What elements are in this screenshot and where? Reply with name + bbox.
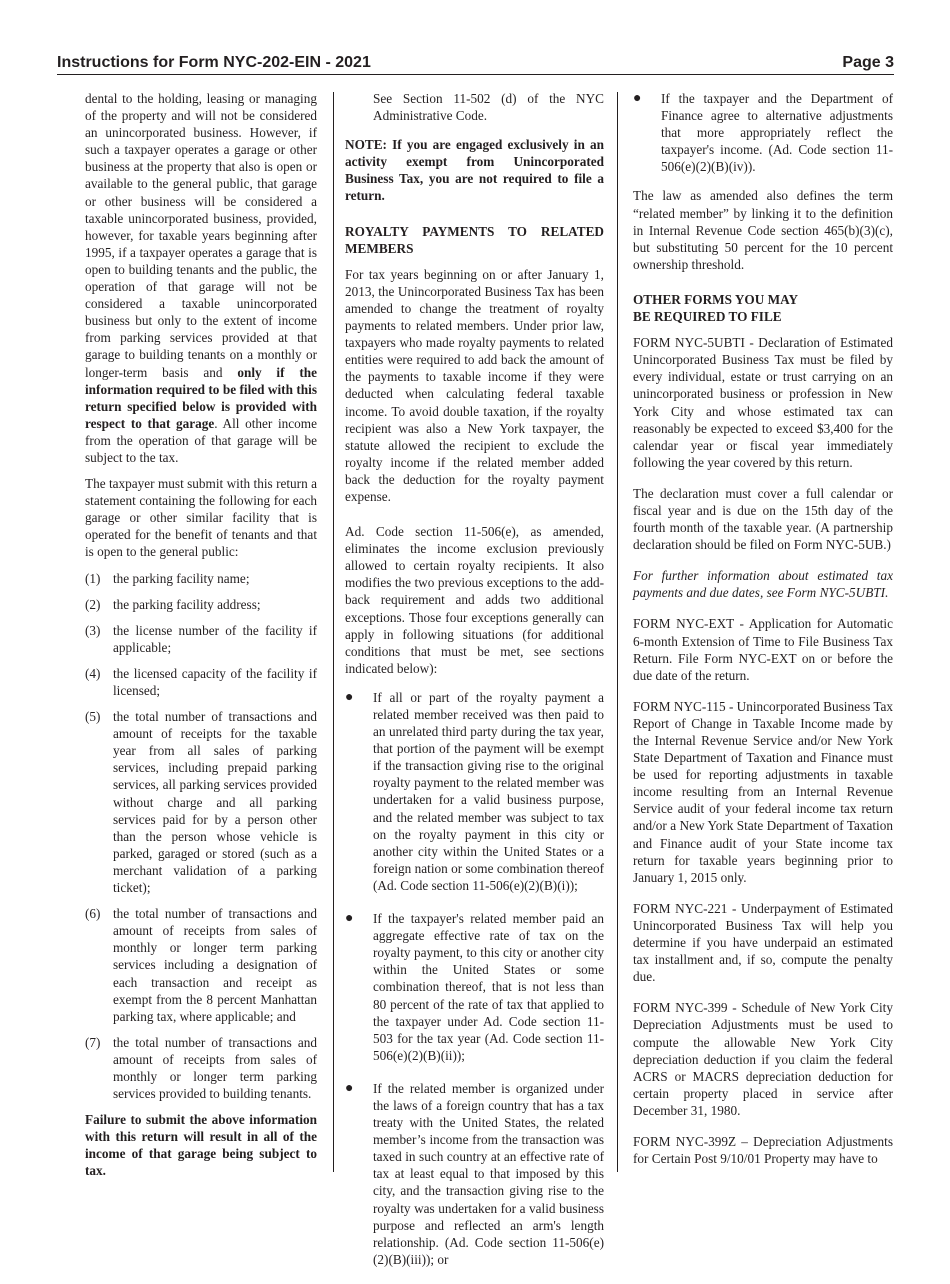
list-item-text: the parking facility address; bbox=[113, 596, 261, 612]
bullet-icon: ● bbox=[345, 689, 354, 705]
list-item-text: the licensed capacity of the facility if licensed; bbox=[113, 665, 317, 698]
list-item bbox=[85, 905, 317, 1025]
bullet-text: If the taxpayer and the Department of Finance agree to alternative adjustments that more appropriately reflect the taxpayer's income. (Ad. Code section 11-506(e)(2)(B)(iv)). bbox=[661, 91, 893, 175]
exemption-note: NOTE: If you are engaged exclusively in an activity exempt from Unincorporated Business Tax, you are not required to file a return. bbox=[345, 137, 604, 204]
list-item bbox=[345, 1080, 604, 1268]
bullet-icon: ● bbox=[345, 911, 354, 927]
page-number: Page 3 bbox=[842, 54, 894, 71]
form-115-paragraph: FORM NYC-115 - Unincorporated Business Tax Report of Change in Taxable Income made by the Internal Revenue Service and/or New York State Department of Taxation and Finance must be used for reporting adjustments in taxable income resulting from an Internal Revenue Service audit of your federal income tax return and/or a New York State Department of Taxation and Finance audit of your State income tax return for taxable years beginning prior to January 1, 2015 only. bbox=[633, 698, 894, 885]
list-item bbox=[345, 910, 604, 1064]
see-section-text: See Section 11-502 (d) of the NYC Administrative Code. bbox=[373, 91, 604, 124]
form-221-paragraph: FORM NYC-221 - Underpayment of Estimated Unincorporated Business Tax will help you determine if you have underpaid an estimated tax installment and, if so, compute the penalty due. bbox=[633, 900, 893, 985]
list-item-text: the parking facility name; bbox=[113, 570, 250, 586]
bold-text-run: only if the information required to be filed with this return specified below is provided with respect to that garage bbox=[85, 364, 317, 431]
list-item-text: the license number of the facility if applicable; bbox=[113, 622, 317, 655]
column-2 bbox=[345, 90, 604, 1284]
bullet-text: If the taxpayer's related member paid an aggregate effective rate of tax on the royalty payment, to this city or another city within the United States or some combination thereof, that is not less than 80 percent of the rate of tax that applied to the taxpayer under Ad. Code section 11-503 for the tax year (Ad. Code section 11-506(e)(2)(B)(ii)); bbox=[373, 911, 604, 1063]
requirements-list bbox=[85, 570, 317, 1103]
heading-line: BE REQUIRED TO FILE bbox=[633, 309, 782, 325]
form-ext-paragraph: FORM NYC-EXT - Application for Automatic 6-month Extension of Time to File Business Tax Return. File Form NYC-EXT on or before the due date of the return. bbox=[633, 616, 893, 683]
column-1 bbox=[85, 90, 317, 1189]
list-item bbox=[85, 708, 317, 896]
failure-notice: Failure to submit the above information with this return will result in all of the income of that garage being subject to tax. bbox=[85, 1112, 317, 1179]
document-title: Instructions for Form NYC-202-EIN - 2021 bbox=[57, 54, 371, 71]
declaration-paragraph: The declaration must cover a full calendar or fiscal year and is due on the 15th day of the fourth month of the taxable year. (A partnership declaration should be filed on Form NYC-5UB.) bbox=[633, 485, 893, 553]
list-item bbox=[85, 596, 317, 613]
text-run: dental to the holding, leasing or managing of the property and will not be considered an unincorporated business. However, if such a taxpayer operates a garage or other business at the property that also is open or available to the general public, that garage or other business will be considered a taxable unincorporated business, provided, however, for taxable years beginning after 1995, if a taxpayer operates a garage that is open to building tenants and the public, the operation of that garage will not be considered a taxable unincorporated business but only to the extent of income from parking services provided at that garage to building tenants on a monthly or longer-term basis and bbox=[85, 91, 317, 380]
list-item-number: (5) bbox=[85, 709, 101, 725]
bullet-icon: ● bbox=[345, 1080, 354, 1096]
list-item-number: (1) bbox=[85, 570, 101, 586]
list-item-text: the total number of transactions and amount of receipts from sales of monthly or longer term parking services provided to building tenants. bbox=[113, 1034, 317, 1102]
related-member-paragraph: The law as amended also defines the term “related member” by linking it to the definition in Internal Revenue Code section 465(b)(3)(c), but substituting 50 percent for the 10 percent ownership threshold. bbox=[633, 188, 893, 272]
list-item bbox=[633, 90, 893, 175]
section-heading-other-forms bbox=[633, 291, 893, 325]
list-item bbox=[85, 570, 317, 587]
list-item-number: (2) bbox=[85, 596, 101, 612]
list-item-text: the total number of transactions and amount of receipts for the taxable year from all sales of parking services, including prepaid parking services, all parking services provided without charge and all parking services paid for by a person other than the person whose vehicle is parked, garaged or stored (such as a merchant validation of a parking ticket); bbox=[113, 709, 317, 896]
list-item-number: (4) bbox=[85, 665, 101, 681]
form-5ubti-paragraph: FORM NYC-5UBTI - Declaration of Estimated Unincorporated Business Tax must be filed by every individual, estate or trust carrying on an unincorporated business or profession in New York City and whose estimated tax can reasonably be expected to exceed $3,400 for the calendar year or fiscal year immediately following the year covered by this return. bbox=[633, 335, 893, 470]
bullet-text: If all or part of the royalty payment a related member received was then paid to an unrelated third party during the tax year, that portion of the payment will be exempt if the transaction giving rise to the original royalty payment to the related member was undertaken for a valid business purpose, and the related member was subject to tax on the royalty payment in this city or another city within the United States or a foreign nation or some combination thereof (Ad. Code section 11-506(e)(2)(B)(i)); bbox=[373, 689, 604, 893]
list-item-number: (6) bbox=[85, 906, 101, 922]
bullet-icon: ● bbox=[633, 91, 642, 106]
garage-paragraph bbox=[85, 90, 317, 466]
statement-paragraph: The taxpayer must submit with this return a statement containing the following for each garage or other similar facility that is operated for the benefit of tenants and that is open to the general public: bbox=[85, 476, 317, 560]
form-399-paragraph: FORM NYC-399 - Schedule of New York City Depreciation Adjustments must be used to compute the allowable New York City depreciation deduction if you claim the federal ACRS or MACRS depreciation deduction for certain property placed in service after December 31, 1980. bbox=[633, 1000, 893, 1118]
royalty-paragraph: For tax years beginning on or after January 1, 2013, the Unincorporated Business Tax has been amended to change the treatment of royalty payments to related members. Under prior law, taxpayers who made royalty payments to related entities were required to add back the amount of the payments to taxable income if they were deducted when calculating federal taxable income. To avoid double taxation, if the royalty recipient was also a New York taxpayer, the statute allowed the recipient to exclude the royalty income if the related member added back the deduction for the royalty payment expense. bbox=[345, 266, 604, 504]
heading-line: OTHER FORMS YOU MAY bbox=[633, 291, 799, 307]
header-rule bbox=[57, 74, 894, 75]
list-item-number: (7) bbox=[85, 1034, 101, 1050]
form-399z-paragraph: FORM NYC-399Z – Depreciation Adjustments for Certain Post 9/10/01 Property may have to bbox=[633, 1133, 893, 1167]
bullet-text: If the related member is organized under the laws of a foreign country that has a tax treaty with the United States, the related member’s income from the transaction was taxed in such country at an effective rate of tax at least equal to that imposed by this city, and the transaction giving rise to the royalty was undertaken for a valid business purpose and reflected an arm's length relationship. (Ad. Code section 11-506(e)(2)(B)(iii)); or bbox=[373, 1080, 604, 1267]
column-divider-2 bbox=[617, 92, 618, 1172]
list-item bbox=[85, 665, 317, 699]
estimated-tax-note: For further information about estimated tax payments and due dates, see Form NYC-5UBTI. bbox=[633, 568, 893, 601]
list-item bbox=[85, 1034, 317, 1102]
page-header bbox=[57, 52, 894, 74]
list-item-text: the total number of transactions and amount of receipts from sales of monthly or longer term parking services including a designation of each transaction and receipt as exempt from the 8 percent Manhattan parking tax, where applicable; and bbox=[113, 906, 317, 1024]
column-3 bbox=[633, 90, 893, 1176]
exceptions-list bbox=[345, 689, 604, 1268]
list-item bbox=[345, 689, 604, 894]
text-run: . All other income from the operation of that garage will be subject to the tax. bbox=[85, 415, 317, 465]
list-item bbox=[85, 622, 317, 656]
exceptions-paragraph: Ad. Code section 11-506(e), as amended, eliminates the income exclusion previously allowed to certain royalty recipients. It also modifies the two previous exceptions to the add-back requirement and adds two additional exceptions. Those four exceptions generally can apply in following situations (for additional conditions that must be met, see sections indicated below): bbox=[345, 524, 604, 676]
column-divider-1 bbox=[333, 92, 334, 1172]
section-heading-royalty: ROYALTY PAYMENTS TO RELATED MEMBERS bbox=[345, 223, 604, 256]
list-item-number: (3) bbox=[85, 622, 101, 638]
